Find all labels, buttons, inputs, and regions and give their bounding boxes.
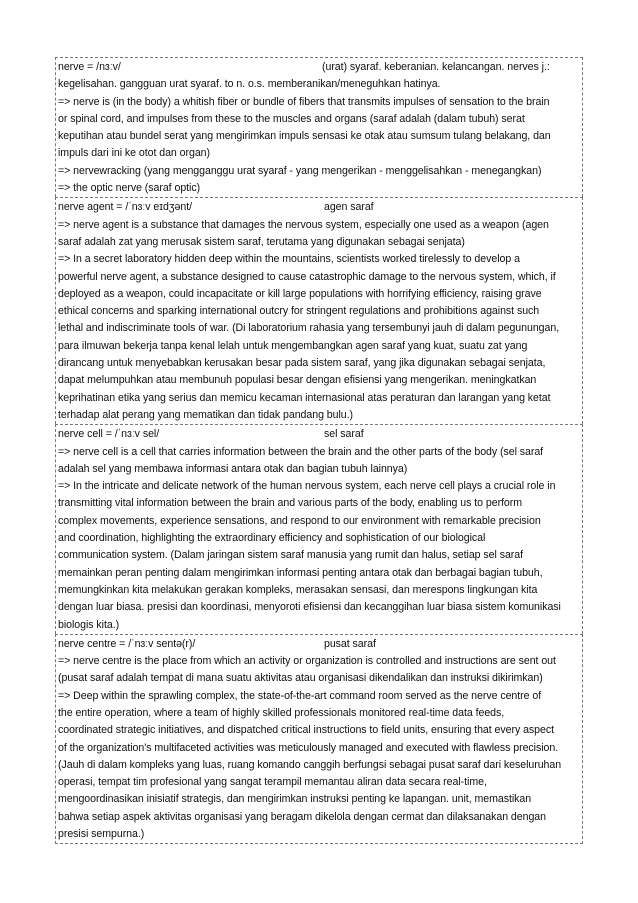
entry-term: nerve agent = /ˈnɜːv eɪdʒənt/: [58, 201, 192, 214]
entry-headword-line: [58, 199, 580, 216]
entry-text-line: para ilmuwan bekerja tanpa kenal lelah untuk mengembangkan agen saraf yang kuat, suatu zat yang: [58, 339, 528, 352]
entry-text-line: dirancang untuk menyebabkan kerusakan besar pada sistem saraf, yang jika digunakan sebagai senjata,: [58, 357, 546, 370]
entry-text-line: memainkan peran penting dalam mengirimkan informasi penting antara otak dan berbagai bagian tubuh,: [58, 566, 543, 579]
entry-text-line: memungkinkan kita melakukan gerakan kompleks, merasakan sensasi, dan merespons lingkungan kita: [58, 583, 538, 596]
entry-text-line: biologis kita.): [58, 618, 120, 631]
entry-text-line: deployed as a weapon, could incapacitate or kill large populations with horrifying efficiency, raising grave: [58, 287, 542, 300]
entry-text-line: => nerve centre is the place from which an activity or organization is controlled and instructions are sent out: [58, 655, 556, 668]
entry-text-line: terhadap alat perang yang mematikan dan tidak pandang bulu.): [58, 408, 354, 421]
entry-text-line: keputihan atau bundel serat yang mengirimkan impuls sensasi ke otak atau sumsum tulang belakang, dan: [58, 130, 551, 143]
entry-text-line: complex movements, experience sensations, and respond to our environment with remarkable precision: [58, 514, 541, 527]
dictionary-entry: [55, 634, 583, 845]
entry-text-line: adalah sel yang membawa informasi antara otak dan bagian tubuh lainnya): [58, 462, 408, 475]
dictionary-entry: [55, 197, 583, 424]
entry-text-line: (pusat saraf adalah tempat di mana suatu aktivitas atau organisasi dikendalikan dan instruksi dikirimkan): [58, 672, 543, 685]
entry-text-line: => nerve is (in the body) a whitish fiber or bundle of fibers that transmits impulses of sensation to the brain: [58, 95, 550, 108]
entry-text-line: mengoordinasikan inisiatif strategis, dan mengirimkan instruksi penting ke lapangan. unit, memastikan: [58, 793, 532, 806]
entry-text-line: => nervewracking (yang mengganggu urat syaraf - yang mengerikan - menggelisahkan - menegangkan): [58, 164, 542, 177]
entry-text-line: => the optic nerve (saraf optic): [58, 182, 201, 195]
entry-text-line: operasi, tempat tim profesional yang sangat terampil memantau aliran data secara real-time,: [58, 776, 487, 789]
entry-text-line: powerful nerve agent, a substance designed to cause catastrophic damage to the nervous system, which, if: [58, 270, 556, 283]
entry-term: nerve = /nɜːv/: [58, 61, 121, 73]
entry-text-line: of the organization's multifaceted activities was meticulously managed and executed with flawless precision.: [58, 741, 559, 754]
entry-translation: pusat saraf: [324, 637, 376, 650]
entry-translation: sel saraf: [324, 428, 364, 441]
entry-text-line: ethical concerns and sparking international outcry for stringent regulations and prohibitions against such: [58, 305, 540, 318]
entry-text-line: presisi sempurna.): [58, 828, 145, 841]
entry-text-line: (Jauh di dalam kompleks yang luas, ruang komando canggih berfungsi sebagai pusat saraf dari keseluruhan: [58, 758, 562, 771]
entry-text-line: dengan luar biasa. presisi dan koordinasi, menyoroti efisiensi dan kecanggihan luar biasa sistem komunikasi: [58, 601, 561, 614]
dictionary-page: [55, 57, 583, 844]
dictionary-entry: [55, 424, 583, 634]
entry-text-line: communication system. (Dalam jaringan sistem saraf manusia yang rumit dan halus, setiap sel saraf: [58, 549, 524, 562]
entry-text-line: => Deep within the sprawling complex, the state-of-the-art command room served as the nerve centre of: [58, 689, 542, 702]
entry-text-line: kegelisahan. gangguan urat syaraf. to n. o.s. memberanikan/meneguhkan hatinya.: [58, 78, 441, 91]
entry-text-line: or spinal cord, and impulses from these to the muscles and organs (saraf adalah (dalam tubuh) serat: [58, 112, 525, 125]
entry-text-line: => nerve cell is a cell that carries information between the brain and the other parts of the body (sel saraf: [58, 445, 544, 458]
entry-headword-line: [58, 59, 580, 76]
entry-headword-line: [58, 636, 580, 653]
entry-text-line: coordinated strategic initiatives, and dispatched critical instructions to field units, ensuring that every aspect: [58, 724, 555, 737]
entry-text-line: the entire operation, where a team of highly skilled professionals monitored real-time data feeds,: [58, 706, 505, 719]
entry-text-line: keprihatinan etika yang serius dan memicu kecaman internasional atas peraturan dan larangan yang ketat: [58, 391, 551, 404]
entry-text-line: lethal and indiscriminate tools of war. (Di laboratorium rahasia yang tersembunyi jauh di dalam pegunungan,: [58, 322, 560, 335]
entry-text-line: and coordination, highlighting the extraordinary efficiency and sophistication of our biological: [58, 532, 486, 545]
entry-text-line: impuls dari ini ke otot dan organ): [58, 147, 210, 160]
dictionary-entry: [55, 57, 583, 197]
entry-text-line: bahwa setiap aspek aktivitas organisasi yang beragam dikelola dengan cermat dan dilaksanakan dengan: [58, 810, 546, 823]
entry-text-line: => In the intricate and delicate network of the human nervous system, each nerve cell plays a crucial role in: [58, 480, 556, 493]
entry-text-line: dapat melumpuhkan atau membunuh populasi besar dengan efisiensi yang mengerikan. meningkatkan: [58, 374, 537, 387]
entry-translation: agen saraf: [324, 201, 374, 214]
entry-headword-line: [58, 426, 580, 443]
entry-text-line: saraf adalah zat yang merusak sistem saraf, terutama yang digunakan sebagai senjata): [58, 235, 465, 248]
entry-term: nerve cell = /ˈnɜːv sel/: [58, 428, 160, 441]
entry-translation: (urat) syaraf. keberanian. kelancangan. nerves j.:: [322, 61, 550, 73]
entry-text-line: => In a secret laboratory hidden deep within the mountains, scientists worked tirelessly to develop a: [58, 253, 520, 266]
entry-text-line: transmitting vital information between the brain and various parts of the body, enabling us to perform: [58, 497, 523, 510]
entry-text-line: => nerve agent is a substance that damages the nervous system, especially one used as a weapon (agen: [58, 218, 549, 231]
entry-term: nerve centre = /ˈnɜːv sentə(r)/: [58, 637, 196, 650]
